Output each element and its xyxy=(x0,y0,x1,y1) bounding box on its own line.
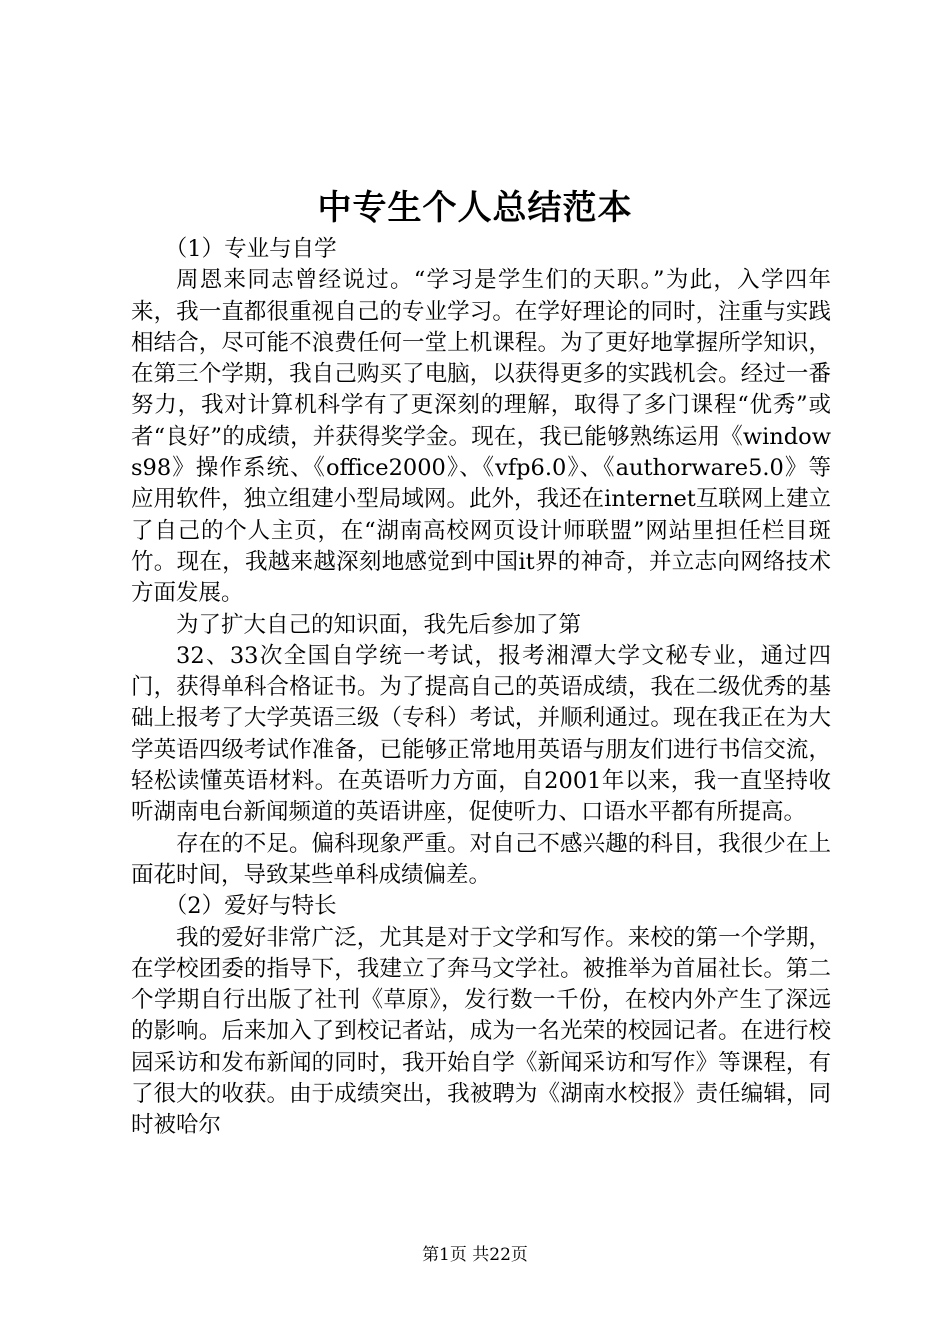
paragraph-hobbies: 我的爱好非常广泛，尤其是对于文学和写作。来校的第一个学期，在学校团委的指导下，我建立了奔马文学社。被推举为首届社长。第二个学期自行出版了社刊《草原》，发行数一千份，在校内外产生了深远的影响。后来加入了到校记者站，成为一名光荣的校园记者。在进行校园采访和发布新闻的同时，我开始自学《新闻采访和写作》等课程，有了很大的收获。由于成绩突出，我被聘为《湖南水校报》责任编辑，同时被哈尔 xyxy=(131,924,831,1139)
paragraph-knowledge-expansion: 为了扩大自己的知识面，我先后参加了第 xyxy=(176,611,582,638)
document-body xyxy=(131,234,831,1142)
paragraph-shortcomings: 存在的不足。偏科现象严重。对自己不感兴趣的科目，我很少在上面花时间，导致某些单科成绩偏差。 xyxy=(131,830,831,888)
page-number-footer: 第1页 共22页 xyxy=(422,1245,528,1265)
paragraph-self-study-exams: 32、33次全国自学统一考试，报考湘潭大学文秘专业，通过四门，获得单科合格证书。为了提高自己的英语成绩，我在二级优秀的基础上报考了大学英语三级（专科）考试，并顺利通过。现在我正在为大学英语四级考试作准备，已能够正常地用英语与朋友们进行书信交流，轻松读懂英语材料。在英语听力方面，自2001年以来，我一直坚持收听湖南电台新闻频道的英语讲座，促使听力、口语水平都有所提高。 xyxy=(131,642,831,826)
paragraph-professional-study: 周恩来同志曾经说过。“学习是学生们的天职。”为此，入学四年来，我一直都很重视自己的专业学习。在学好理论的同时，注重与实践相结合，尽可能不浪费任何一堂上机课程。为了更好地掌握所学知识，在第三个学期，我自己购买了电脑，以获得更多的实践机会。经过一番努力，我对计算机科学有了更深刻的理解，取得了多门课程“优秀”或者“良好”的成绩，并获得奖学金。现在，我已能够熟练运用《windows98》操作系统、《office2000》、《vfp6.0》、《authorware5.0》等应用软件，独立组建小型局域网。此外，我还在internet互联网上建立了自己的个人主页，在“湖南高校网页设计师联盟”网站里担任栏目斑竹。现在，我越来越深刻地感觉到中国it界的神奇，并立志向网络技术方面发展。 xyxy=(131,267,831,607)
section-heading-major-study: （1）专业与自学 xyxy=(164,236,337,262)
document-title: 中专生个人总结范本 xyxy=(317,188,633,228)
section-heading-hobbies: （2）爱好与特长 xyxy=(164,893,337,920)
